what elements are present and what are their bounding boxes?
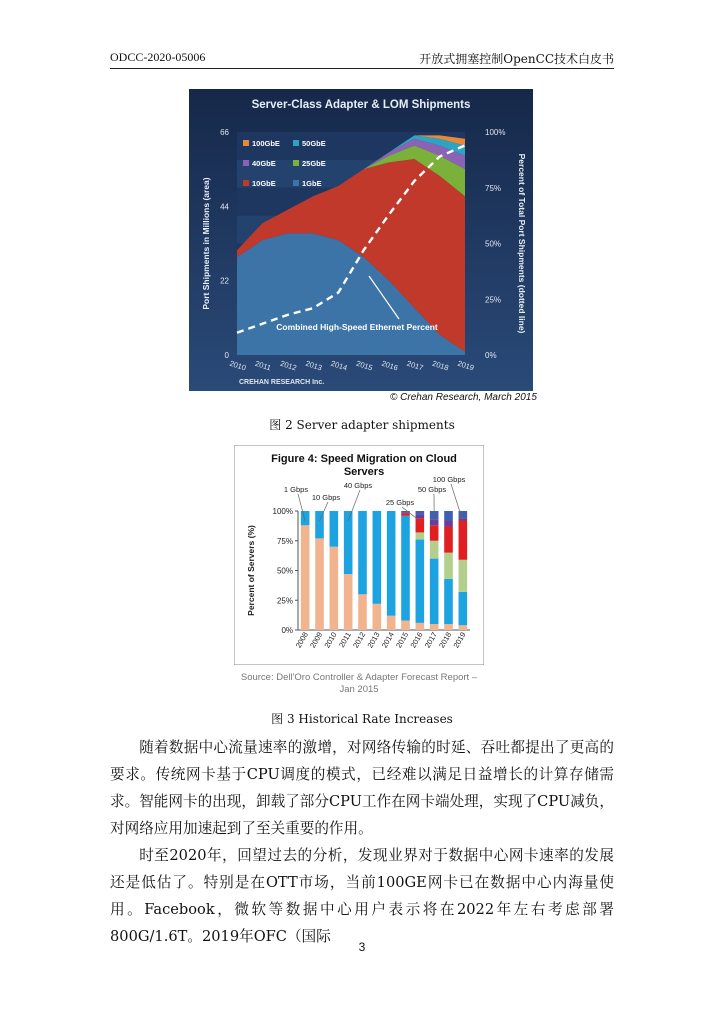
bar-segment-10gbps — [358, 511, 367, 594]
x-tick-label: 2011 — [337, 630, 353, 649]
bar-segment-40gbps — [444, 526, 453, 552]
bar-segment-25gbps — [444, 553, 453, 579]
y-tick-label: 44 — [220, 202, 229, 212]
bar-segment-40gbps — [459, 521, 468, 560]
x-tick-label: 2010 — [322, 630, 339, 650]
chart-title: Figure 4: Speed Migration on Cloud — [271, 453, 457, 465]
bar-segment-1gbps — [401, 620, 410, 630]
doc-title: 开放式拥塞控制OpenCC技术白皮书 — [419, 52, 614, 66]
x-tick-label: 2012 — [351, 630, 368, 650]
x-tick-label: 2011 — [254, 358, 273, 373]
bar-segment-40gbps — [416, 518, 425, 532]
shipments-area-chart — [189, 89, 533, 391]
y-tick-label: 75% — [276, 536, 293, 546]
figure1-credit: © Crehan Research, March 2015 — [390, 392, 537, 403]
bar-segment-10gbps — [430, 559, 439, 624]
x-tick-label: 2019 — [451, 630, 468, 650]
y-tick-label: 25% — [276, 596, 293, 606]
bar-segment-50gbps — [416, 515, 425, 519]
bar-segment-25gbps — [430, 541, 439, 559]
x-tick-label: 2012 — [279, 358, 298, 373]
doc-id: ODCC-2020-05006 — [110, 50, 206, 64]
chart-source-label: CREHAN RESEARCH Inc. — [239, 379, 325, 386]
bar-segment-1gbps — [416, 623, 425, 630]
y-tick-label: 22 — [220, 276, 229, 286]
legend-swatch — [293, 160, 299, 166]
callout-label: 100 Gbps — [432, 475, 466, 484]
callout-label: 10 Gbps — [311, 493, 341, 502]
bar-segment-25gbps — [416, 532, 425, 539]
legend-label: 10GbE — [252, 179, 276, 188]
bar-segment-1gbps — [315, 538, 324, 630]
x-tick-label: 2016 — [408, 630, 425, 650]
x-tick-label: 2019 — [456, 358, 476, 373]
bar-segment-25gbps — [459, 560, 468, 592]
bar-segment-10gbps — [387, 511, 396, 616]
x-tick-label: 2014 — [379, 630, 396, 650]
x-tick-label: 2018 — [431, 358, 450, 373]
bar-segment-10gbps — [401, 516, 410, 621]
y2-tick-label: 0% — [485, 351, 497, 360]
y2-tick-label: 25% — [485, 295, 502, 305]
x-tick-label: 2017 — [422, 630, 439, 650]
bar-segment-1gbps — [387, 616, 396, 630]
y-axis-label: Percent of Servers (%) — [246, 525, 256, 616]
x-tick-label: 2008 — [293, 630, 310, 650]
y2-axis-label: Percent of Total Port Shipments (dotted line) — [517, 153, 527, 334]
y-tick-label: 100% — [272, 507, 293, 516]
callout-label: 25 Gbps — [385, 498, 415, 507]
callout-label: 40 Gbps — [343, 481, 373, 490]
speed-migration-bar-chart — [234, 445, 484, 665]
legend-label: 40GbE — [252, 159, 276, 168]
x-tick-label: 2015 — [394, 630, 411, 650]
y-tick-label: 50% — [276, 566, 293, 576]
y2-tick-label: 50% — [485, 239, 502, 249]
bar-segment-10gbps — [301, 511, 310, 525]
figure1-caption: 图 2 Server adapter shipments — [269, 418, 455, 432]
bar-segment-10gbps — [459, 592, 468, 625]
callout-label: 50 Gbps — [417, 485, 447, 494]
x-tick-label: 2018 — [437, 630, 454, 650]
paragraph: 时至2020年，回望过去的分析，发现业界对于数据中心网卡速率的发展还是低估了。特别是在OTT市场，当前100GE网卡已在数据中心内海量使用。Facebook，微软等数据中心用户表示将在2022年左右考虑部署800G/1.6T。2019年OFC（国际 — [110, 847, 614, 945]
figure2-caption: 图 3 Historical Rate Increases — [271, 712, 453, 726]
page-number: 3 — [358, 940, 366, 954]
y2-tick-label: 100% — [485, 128, 506, 137]
x-tick-label: 2010 — [228, 358, 248, 373]
legend-label: 25GbE — [302, 159, 326, 168]
legend-swatch — [243, 140, 249, 146]
bar-segment-1gbps — [358, 594, 367, 630]
bar-segment-50gbps — [444, 521, 453, 527]
bar-segment-1gbps — [330, 547, 339, 630]
bar-segment-40gbps — [401, 513, 410, 515]
callout-label: 1 Gbps — [283, 485, 309, 494]
legend-swatch — [293, 140, 299, 146]
bar-segment-1gbps — [459, 625, 468, 630]
bar-segment-40gbps — [430, 525, 439, 540]
x-tick-label: 2017 — [405, 358, 425, 373]
page-header — [110, 48, 614, 69]
legend-label: 50GbE — [302, 139, 326, 148]
bar-segment-1gbps — [430, 624, 439, 630]
x-tick-label: 2013 — [304, 358, 324, 373]
y-tick-label: 66 — [220, 128, 229, 137]
legend-label: 1GbE — [302, 179, 322, 188]
chart-title: Server-Class Adapter & LOM Shipments — [251, 99, 471, 111]
legend-swatch — [293, 180, 299, 186]
x-tick-label: 2009 — [308, 630, 325, 650]
figure2-source: Source: Dell'Oro Controller & Adapter Forecast Report – Jan 2015 — [240, 672, 478, 695]
bar-segment-1gbps — [373, 604, 382, 630]
x-tick-label: 2013 — [365, 630, 382, 650]
bar-segment-10gbps — [373, 511, 382, 604]
bar-segment-10gbps — [444, 579, 453, 624]
bar-segment-1gbps — [301, 525, 310, 630]
bar-segment-100gbps — [416, 511, 425, 515]
bar-segment-100gbps — [444, 511, 453, 521]
bar-segment-1gbps — [444, 624, 453, 630]
x-tick-label: 2016 — [380, 358, 400, 373]
x-tick-label: 2015 — [355, 358, 374, 373]
bar-segment-1gbps — [344, 574, 353, 630]
line-annotation: Combined High-Speed Ethernet Percent — [276, 322, 438, 332]
y-tick-label: 0% — [281, 626, 293, 635]
chart-title-line2: Servers — [343, 466, 385, 478]
bar-segment-10gbps — [330, 511, 339, 547]
bar-segment-10gbps — [416, 540, 425, 623]
y-axis-label: Port Shipments in Millions (area) — [201, 177, 211, 310]
y-tick-label: 0 — [224, 351, 229, 360]
y2-tick-label: 75% — [485, 183, 502, 193]
paragraph: 随着数据中心流量速率的激增，对网络传输的时延、吞吐都提出了更高的要求。传统网卡基于CPU调度的模式，已经难以满足日益增长的计算存储需求。智能网卡的出现，卸载了部分CPU工作在网卡端处理，实现了CPU减负，对网络应用加速起到了至关重要的作用。 — [110, 739, 614, 837]
legend-swatch — [243, 180, 249, 186]
legend-label: 100GbE — [252, 139, 280, 148]
body-text — [110, 734, 614, 950]
x-tick-label: 2014 — [329, 358, 349, 373]
legend-swatch — [243, 160, 249, 166]
